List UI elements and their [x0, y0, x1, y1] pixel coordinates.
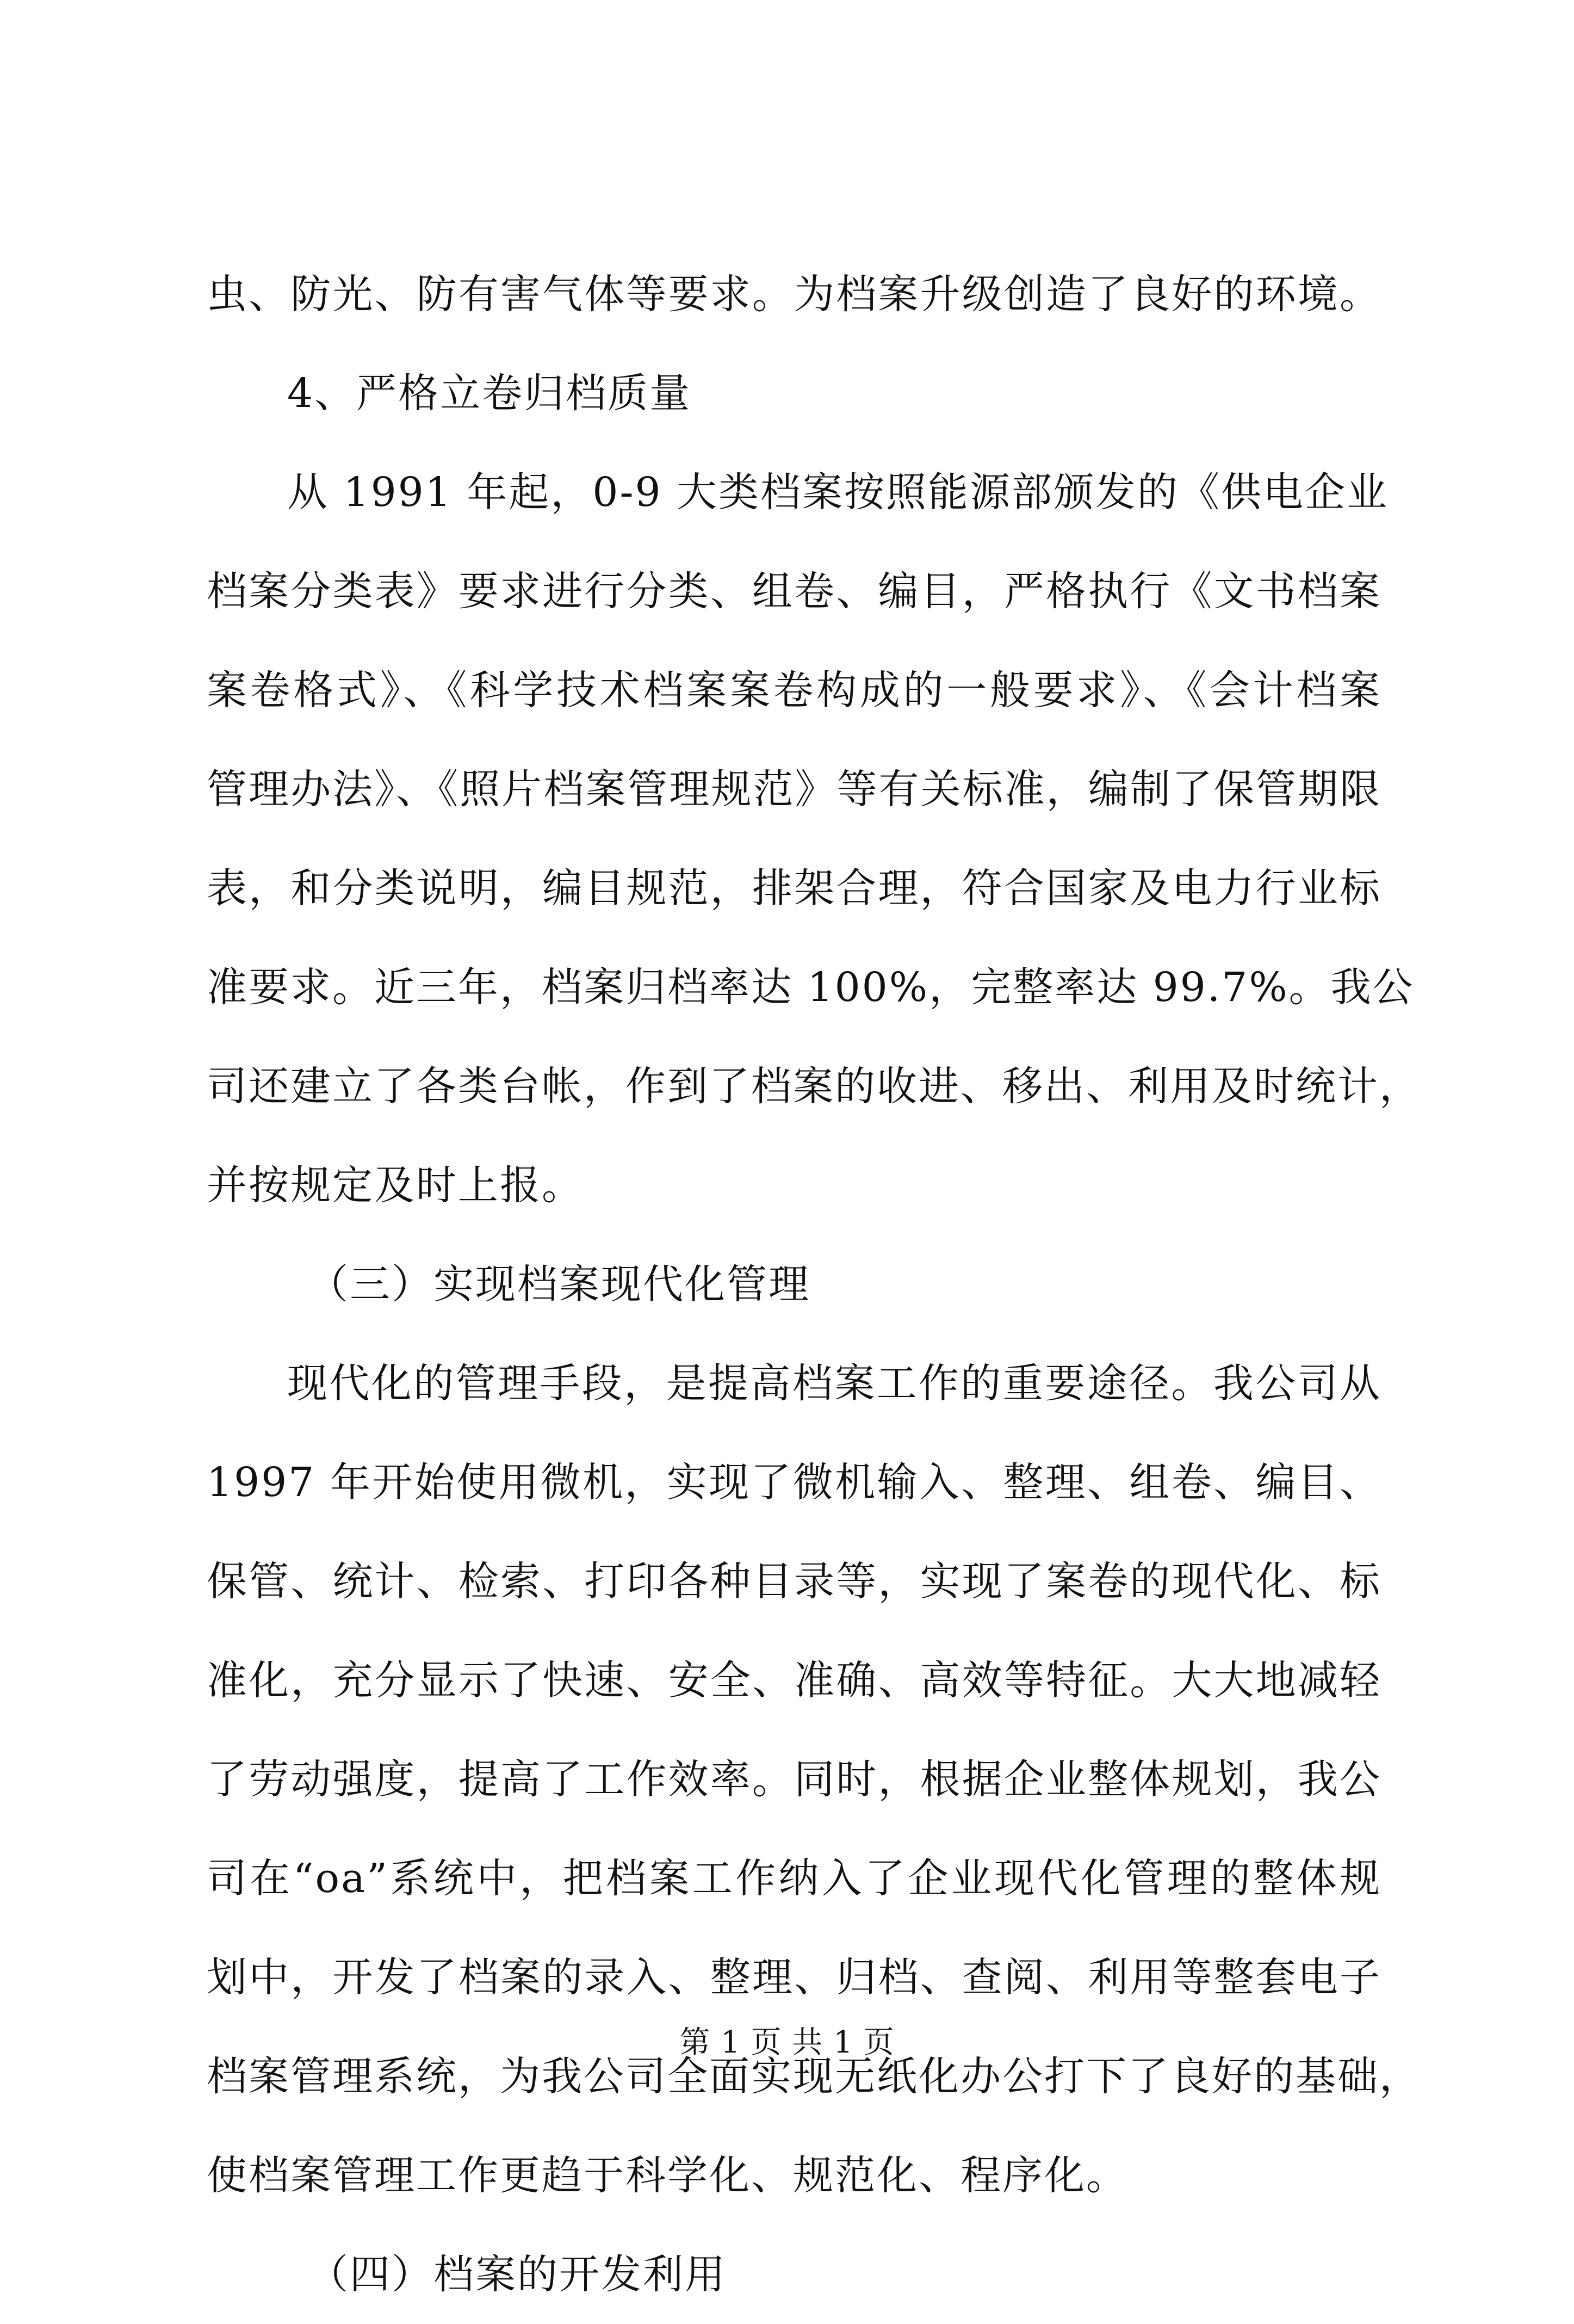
paragraph-line: 1997 年开始使用微机，实现了微机输入、整理、组卷、编目、	[207, 1459, 1381, 1506]
document-body	[207, 245, 1421, 2324]
section-heading-3: （三）实现档案现代化管理	[308, 1261, 810, 1308]
paragraph-line: 了劳动强度，提高了工作效率。同时，根据企业整体规划，我公	[207, 1756, 1381, 1803]
paragraph-line: 管理办法》、《照片档案管理规范》等有关标准，编制了保管期限	[207, 766, 1381, 813]
paragraph-line: 司还建立了各类台帐，作到了档案的收进、移出、利用及时统计，	[207, 1063, 1421, 1110]
paragraph-line: 保管、统计、检索、打印各种目录等，实现了案卷的现代化、标	[207, 1558, 1381, 1605]
page-footer: 第 1 页 共 1 页	[679, 2025, 895, 2060]
paragraph-line: 案卷格式》、《科学技术档案案卷构成的一般要求》、《会计档案	[207, 667, 1381, 714]
paragraph-line: 档案分类表》要求进行分类、组卷、编目，严格执行《文书档案	[207, 568, 1381, 615]
paragraph-line: 从 1991 年起，0-9 大类档案按照能源部颁发的《供电企业	[287, 469, 1389, 516]
paragraph-line: 表，和分类说明，编目规范，排架合理，符合国家及电力行业标	[207, 865, 1381, 912]
section-heading-4: 4、严格立卷归档质量	[287, 370, 692, 417]
paragraph-line: 虫、防光、防有害气体等要求。为档案升级创造了良好的环境。	[207, 271, 1381, 318]
paragraph-line: 司在“oa”系统中，把档案工作纳入了企业现代化管理的整体规	[207, 1855, 1381, 1902]
paragraph-line: 档案管理系统，为我公司全面实现无纸化办公打下了良好的基础，	[207, 2053, 1421, 2100]
section-heading-4-sub: （四）档案的开发利用	[308, 2251, 727, 2298]
paragraph-line: 准要求。近三年，档案归档率达 100%，完整率达 99.7%。我公	[207, 964, 1415, 1011]
paragraph-line: 现代化的管理手段，是提高档案工作的重要途径。我公司从	[287, 1360, 1381, 1407]
paragraph-line: 使档案管理工作更趋于科学化、规范化、程序化。	[207, 2152, 1128, 2199]
paragraph-line: 准化，充分显示了快速、安全、准确、高效等特征。大大地减轻	[207, 1657, 1381, 1704]
paragraph-line: 划中，开发了档案的录入、整理、归档、查阅、利用等整套电子	[207, 1954, 1381, 2001]
paragraph-line: 并按规定及时上报。	[207, 1162, 584, 1209]
